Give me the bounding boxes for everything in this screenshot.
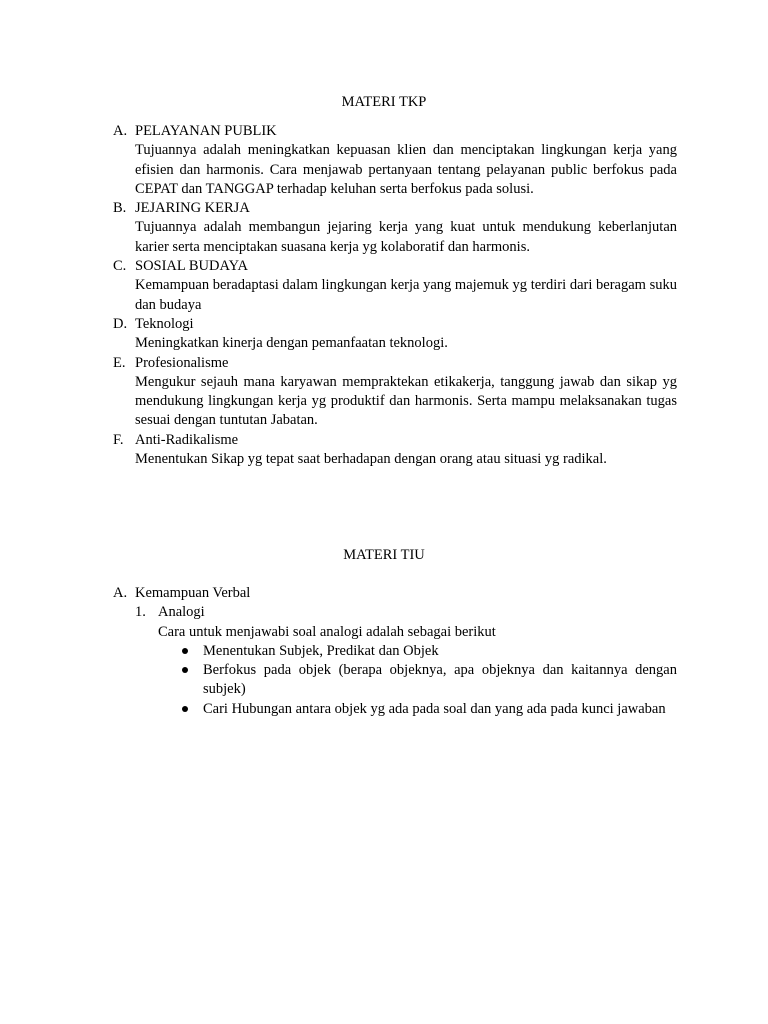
tiu-item-a — [113, 584, 677, 719]
tkp-item-d — [113, 315, 677, 354]
item-description: Kemampuan beradaptasi dalam lingkungan kerja yang majemuk yg terdiri dari beragam suku dan budaya — [135, 277, 677, 313]
bullet-text: Menentukan Subjek, Predikat dan Objek — [203, 642, 439, 659]
tkp-item-c — [113, 257, 677, 315]
item-marker: A. — [113, 585, 128, 601]
item-marker: B. — [113, 200, 127, 217]
tkp-item-f — [113, 431, 677, 470]
item-title: Profesionalisme — [135, 354, 229, 371]
bullet-icon — [182, 667, 188, 673]
item-title: PELAYANAN PUBLIK — [135, 123, 277, 139]
item-title: SOSIAL BUDAYA — [135, 258, 248, 275]
item-marker: D. — [113, 315, 128, 332]
tkp-item-e — [113, 354, 677, 431]
item-title: Anti-Radikalisme — [135, 431, 239, 448]
subitem-title: Analogi — [158, 604, 205, 621]
item-description: Tujuannya adalah membangun jejaring kerja yang kuat untuk mendukung keberlanjutan karier serta menciptakan suasana kerja yg kolaboratif dan harmonis. — [135, 219, 677, 255]
tkp-item-b — [113, 199, 677, 257]
subitem-marker: 1. — [135, 604, 146, 621]
bullet-text: Berfokus pada objek (berapa objeknya, apa objeknya dan kaitannya dengan subjek) — [203, 662, 677, 698]
item-description: Mengukur sejauh mana karyawan mempraktekan etikakerja, tanggung jawab dan sikap yg mendukung lingkungan kerja yg produktif dan harmonis. Serta mampu melaksanakan tugas sesuai dengan tuntutan Jabatan. — [135, 373, 677, 429]
tiu-subitem-1 — [113, 603, 677, 642]
bullet-item — [180, 700, 677, 719]
tkp-list — [113, 122, 677, 469]
bullet-text: Cari Hubungan antara objek yg ada pada soal dan yang ada pada kunci jawaban — [203, 700, 666, 717]
bullet-item — [180, 642, 677, 661]
item-title: Teknologi — [135, 315, 194, 332]
item-marker: A. — [113, 123, 128, 139]
tkp-item-a — [113, 122, 677, 199]
item-marker: C. — [113, 258, 127, 275]
item-description: Meningkatkan kinerja dengan pemanfaatan teknologi. — [135, 335, 448, 352]
item-description: Tujuannya adalah meningkatkan kepuasan klien dan menciptakan lingkungan kerja yang efisien dan harmonis. Cara menjawab pertanyaan tentang pelayanan public berfokus pada CEPAT dan TANGGAP terhadap keluhan serta berfokus pada solusi. — [135, 142, 677, 197]
item-marker: F. — [113, 431, 124, 448]
subitem-description: Cara untuk menjawabi soal analogi adalah sebagai berikut — [158, 623, 496, 640]
bullet-icon — [182, 706, 188, 712]
bullet-item — [180, 661, 677, 700]
item-title: JEJARING KERJA — [135, 200, 250, 217]
tiu-list — [113, 584, 677, 719]
item-marker: E. — [113, 354, 126, 371]
bullet-list — [113, 642, 677, 719]
item-title: Kemampuan Verbal — [135, 585, 251, 601]
tiu-heading: MATERI TIU — [343, 547, 425, 563]
bullet-icon — [182, 648, 188, 654]
item-description: Menentukan Sikap yg tepat saat berhadapan dengan orang atau situasi yg radikal. — [135, 451, 607, 468]
tkp-heading: MATERI TKP — [341, 94, 427, 110]
